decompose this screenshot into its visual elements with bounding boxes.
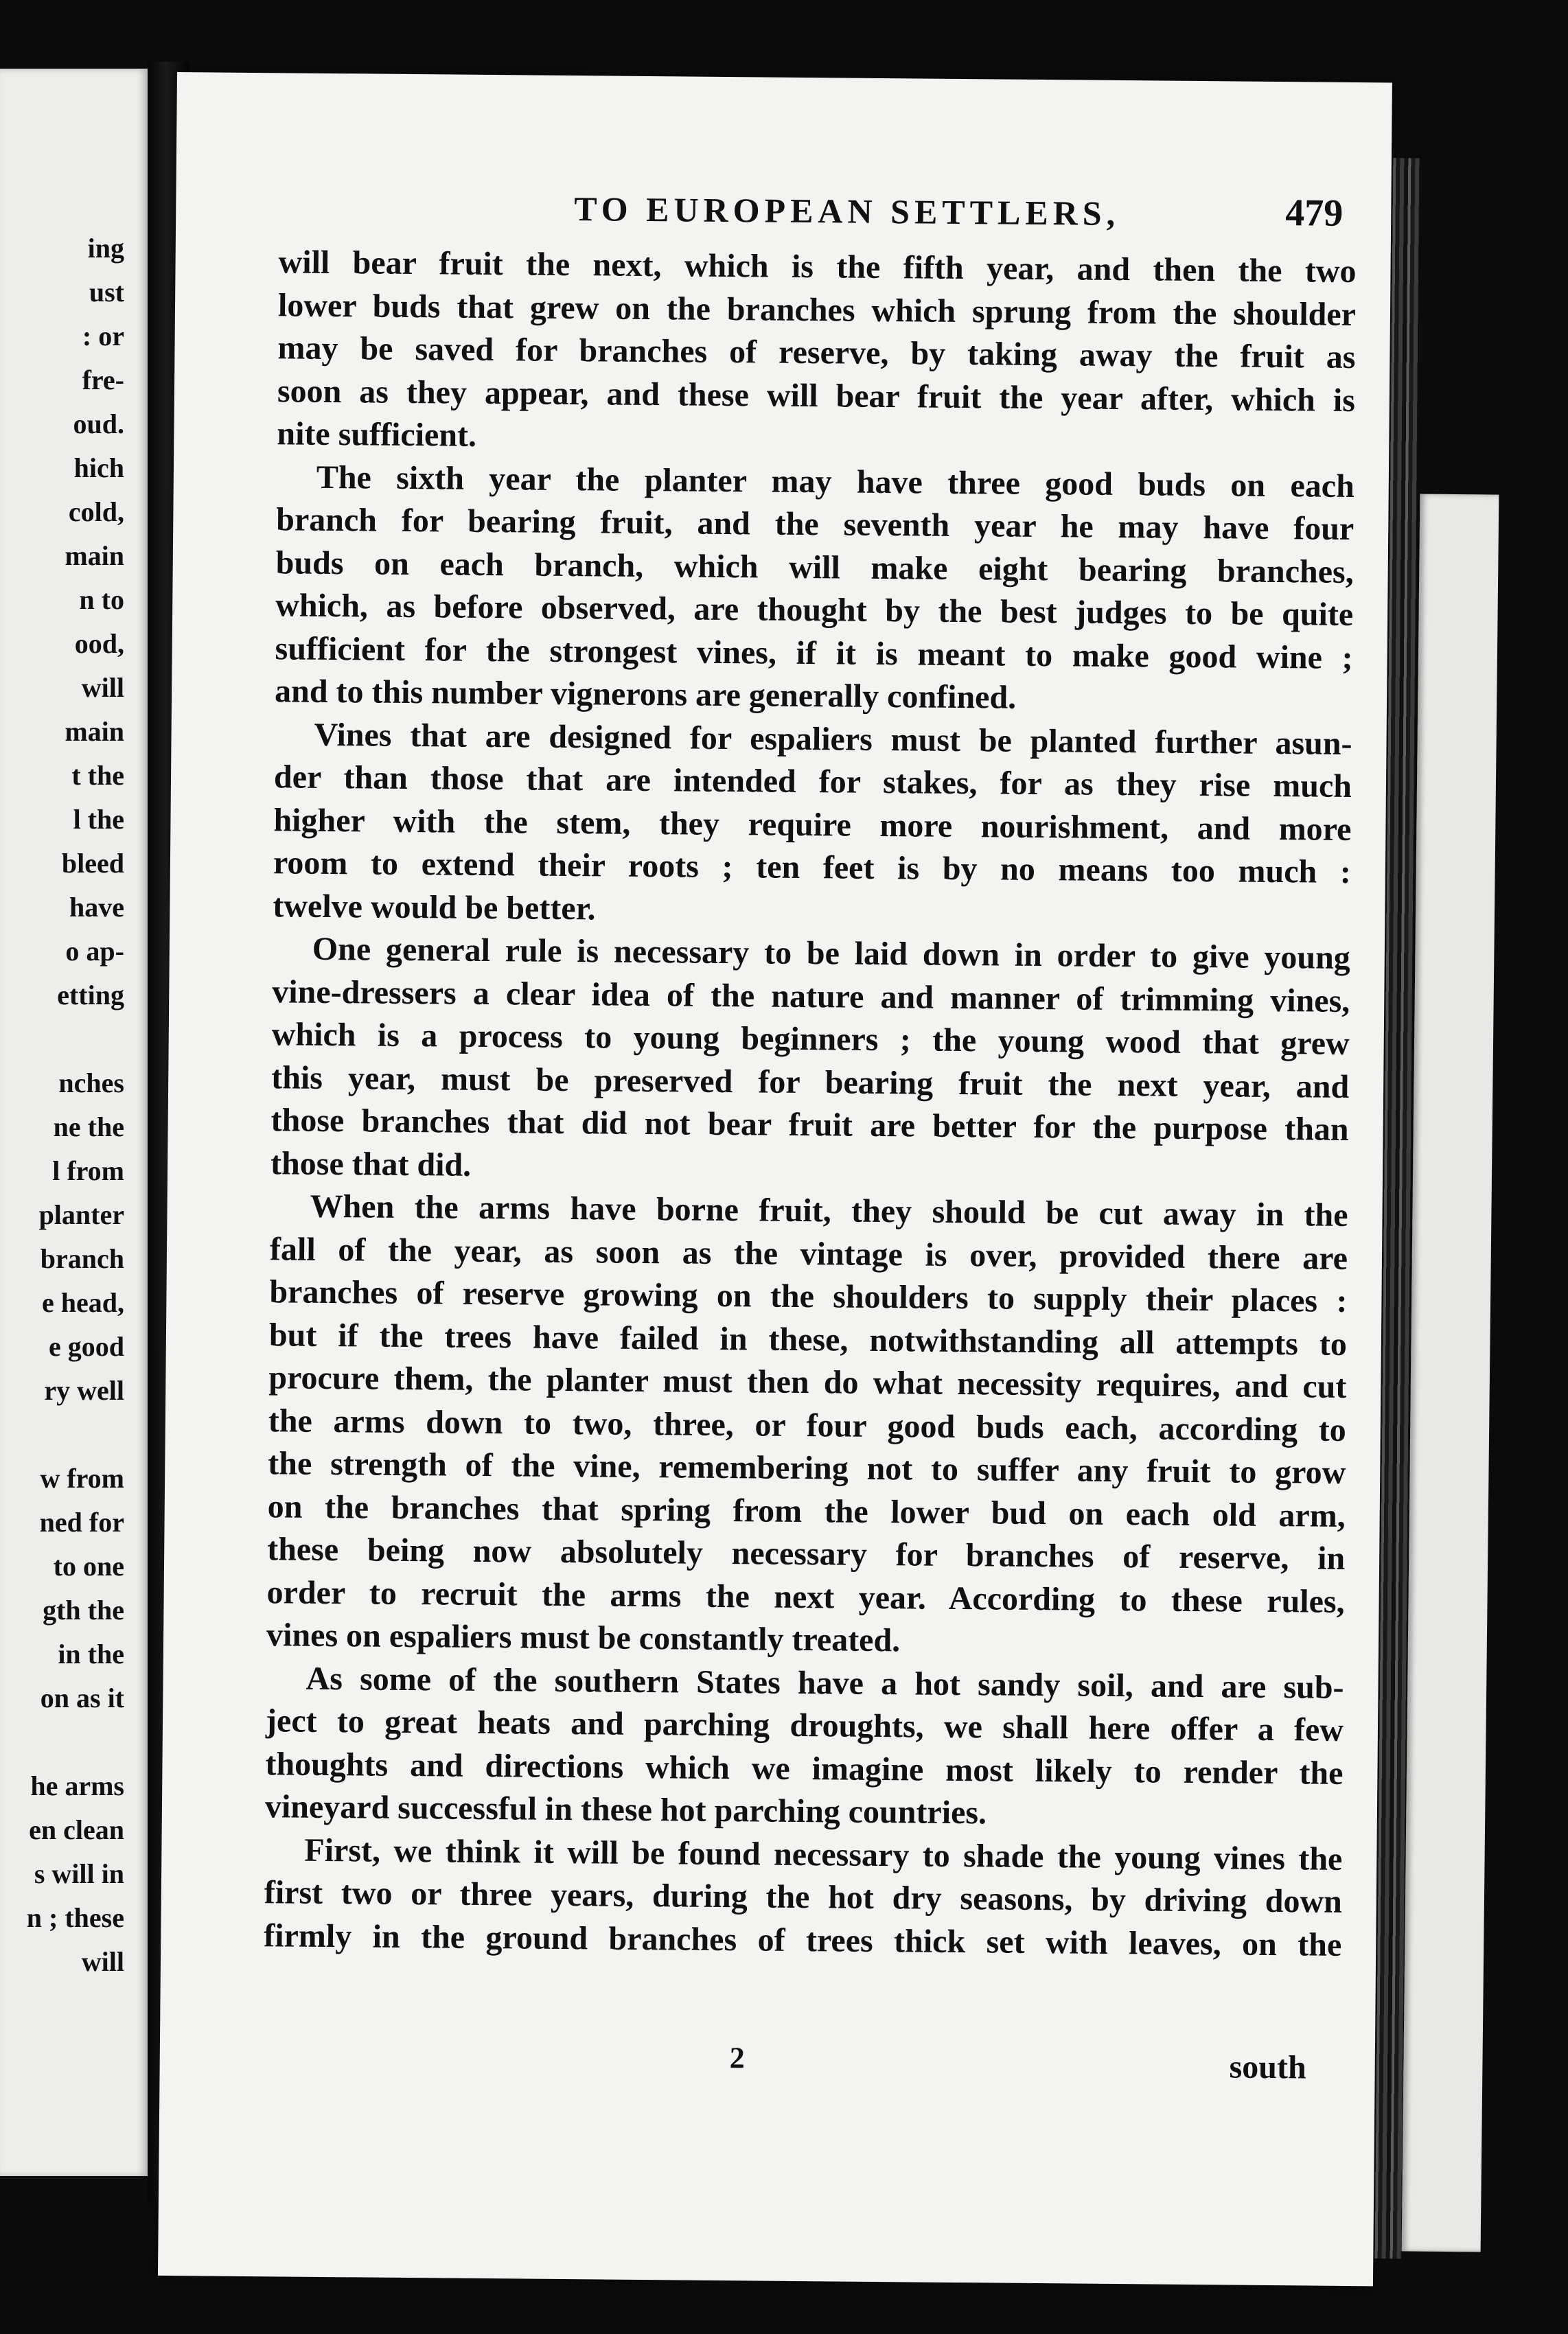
text-line: First, we think it will be found necessary to shade the young vines the bbox=[304, 1832, 1343, 1877]
left-page-line: planter bbox=[38, 1199, 124, 1230]
paragraph bbox=[270, 927, 1350, 1194]
left-page-line: en clean bbox=[29, 1814, 124, 1845]
left-page-line: ned for bbox=[39, 1507, 124, 1538]
left-page-line: o ap- bbox=[65, 936, 124, 967]
text-line: fall of the year, as soon as the vintage is over, provided there are bbox=[269, 1230, 1348, 1277]
text-line: and to this number vignerons are generally confined. bbox=[274, 673, 1017, 716]
text-line: which, as before observed, are thought by the best judges to be quite bbox=[275, 587, 1354, 633]
text-line: nite sufficient. bbox=[277, 415, 477, 454]
text-line: soon as they appear, and these will bear fruit the year after, which is bbox=[277, 372, 1356, 419]
text-line: order to recruit the arms the next year. According to these rules, bbox=[266, 1573, 1345, 1620]
text-line: higher with the stem, they require more nourishment, and more bbox=[273, 801, 1352, 848]
left-page-line: ne the bbox=[53, 1111, 124, 1142]
left-page-line bbox=[27, 1017, 124, 1061]
left-page-line: ood, bbox=[74, 628, 124, 659]
left-page-line: main bbox=[65, 716, 124, 747]
text-line: may be saved for branches of reserve, by taking away the fruit as bbox=[277, 330, 1356, 375]
left-page-line: cold, bbox=[68, 496, 124, 527]
left-page-line: he arms bbox=[30, 1770, 124, 1801]
left-page-line: ing bbox=[87, 233, 124, 264]
left-page-line: hich bbox=[73, 452, 124, 483]
text-line: room to extend their roots ; ten feet is by no means too much : bbox=[273, 844, 1352, 890]
paragraph bbox=[264, 1829, 1343, 1967]
left-page-line bbox=[27, 1720, 124, 1764]
text-line: procure them, the planter must then do what necessity requires, and cut bbox=[268, 1359, 1347, 1405]
left-page-line: : or bbox=[82, 321, 124, 351]
text-line: twelve would be better. bbox=[273, 887, 596, 927]
left-page-line: nches bbox=[58, 1067, 124, 1098]
text-line: buds on each branch, which will make eight bearing branches, bbox=[275, 544, 1354, 590]
left-page-line: t the bbox=[71, 760, 124, 791]
text-line: vine-dressers a clear idea of the nature and manner of trimming vines, bbox=[272, 973, 1350, 1019]
text-line: these being now absolutely necessary for branches of reserve, in bbox=[266, 1531, 1346, 1577]
paragraph bbox=[277, 241, 1357, 465]
text-line: will bear fruit the next, which is the fifth year, and then the two bbox=[278, 244, 1357, 290]
text-line: The sixth year the planter may have three good buds on each bbox=[316, 459, 1355, 505]
text-line: on the branches that spring from the lower bud on each old arm, bbox=[267, 1488, 1346, 1534]
text-line: sufficient for the strongest vines, if it is meant to make good wine ; bbox=[275, 629, 1353, 676]
text-line: As some of the southern States have a hot sandy soil, and are sub- bbox=[305, 1660, 1344, 1706]
text-line: first two or three years, during the hot dry seasons, by driving down bbox=[264, 1874, 1343, 1920]
text-line: When the arms have borne fruit, they should be cut away in the bbox=[310, 1188, 1348, 1234]
left-page-line: fre- bbox=[82, 365, 124, 395]
left-page-line: e good bbox=[49, 1331, 124, 1362]
left-page-line: to one bbox=[53, 1551, 124, 1582]
left-page-line: on as it bbox=[40, 1683, 124, 1713]
left-page-line: ry well bbox=[44, 1375, 124, 1406]
left-page-text-fragments bbox=[27, 227, 124, 1984]
left-page-line: n ; these bbox=[26, 1902, 124, 1933]
left-page-line: branch bbox=[40, 1243, 124, 1274]
running-head: TO EUROPEAN SETTLERS, bbox=[574, 189, 1120, 233]
text-line: branches of reserve growing on the shoulders to supply their places : bbox=[269, 1273, 1348, 1319]
left-page bbox=[0, 69, 148, 2176]
left-page-line: will bbox=[81, 672, 124, 703]
left-page-line: n to bbox=[79, 584, 124, 615]
paragraph bbox=[275, 456, 1354, 723]
text-line: which is a process to young beginners ; the young wood that grew bbox=[271, 1016, 1350, 1062]
text-line: thoughts and directions which we imagine most likely to render the bbox=[265, 1745, 1344, 1792]
page-header bbox=[279, 186, 1357, 251]
catchword: south bbox=[1229, 2048, 1306, 2086]
text-line: der than those that are intended for stakes, for as they rise much bbox=[273, 759, 1352, 805]
text-line: vines on espaliers must be constantly treated. bbox=[266, 1617, 901, 1659]
left-page-line: oud. bbox=[73, 408, 124, 439]
text-line: the arms down to two, three, or four good buds each, according to bbox=[268, 1402, 1347, 1448]
left-page-line: in the bbox=[58, 1639, 124, 1669]
text-line: those branches that did not bear fruit are better for the purpose than bbox=[270, 1102, 1349, 1148]
left-page-line: ust bbox=[89, 277, 124, 308]
left-page-line: have bbox=[69, 892, 124, 923]
text-line: those that did. bbox=[270, 1144, 472, 1183]
paragraph bbox=[273, 713, 1352, 937]
text-line: this year, must be preserved for bearing fruit the next year, and bbox=[270, 1059, 1350, 1105]
text-line: firmly in the ground branches of trees thick set with leaves, on the bbox=[264, 1917, 1342, 1963]
left-page-line bbox=[27, 1413, 124, 1457]
left-page-line: l the bbox=[73, 804, 124, 835]
right-page bbox=[158, 72, 1392, 2286]
text-line: Vines that are designed for espaliers must be planted further asun- bbox=[314, 716, 1352, 762]
left-page-line: will bbox=[81, 1946, 124, 1977]
left-page-line: bleed bbox=[61, 848, 124, 879]
text-line: the strength of the vine, remembering not to suffer any fruit to grow bbox=[268, 1445, 1346, 1491]
signature-mark: 2 bbox=[729, 2041, 746, 2075]
left-page-line: e head, bbox=[42, 1287, 124, 1318]
text-line: One general rule is necessary to be laid down in order to give young bbox=[312, 930, 1351, 976]
page-number: 479 bbox=[1285, 192, 1344, 235]
left-page-line: w from bbox=[40, 1463, 124, 1494]
left-page-line: etting bbox=[57, 980, 124, 1010]
paragraph bbox=[265, 1657, 1344, 1838]
page-edge-sheet bbox=[1402, 494, 1499, 2252]
text-line: vineyard successful in these hot parching countries. bbox=[264, 1788, 987, 1832]
text-line: branch for bearing fruit, and the seventh year he may have four bbox=[276, 501, 1354, 547]
text-line: but if the trees have failed in these, notwithstanding all attempts to bbox=[268, 1316, 1348, 1363]
left-page-line: gth the bbox=[43, 1595, 124, 1626]
text-line: ject to great heats and parching droughts, we shall here offer a few bbox=[265, 1702, 1344, 1748]
left-page-line: main bbox=[65, 540, 124, 571]
body-text bbox=[264, 241, 1357, 1967]
left-page-line: l from bbox=[52, 1155, 124, 1186]
text-line: lower buds that grew on the branches which sprung from the shoulder bbox=[277, 286, 1357, 333]
left-page-line: s will in bbox=[34, 1858, 124, 1889]
paragraph bbox=[266, 1185, 1348, 1666]
